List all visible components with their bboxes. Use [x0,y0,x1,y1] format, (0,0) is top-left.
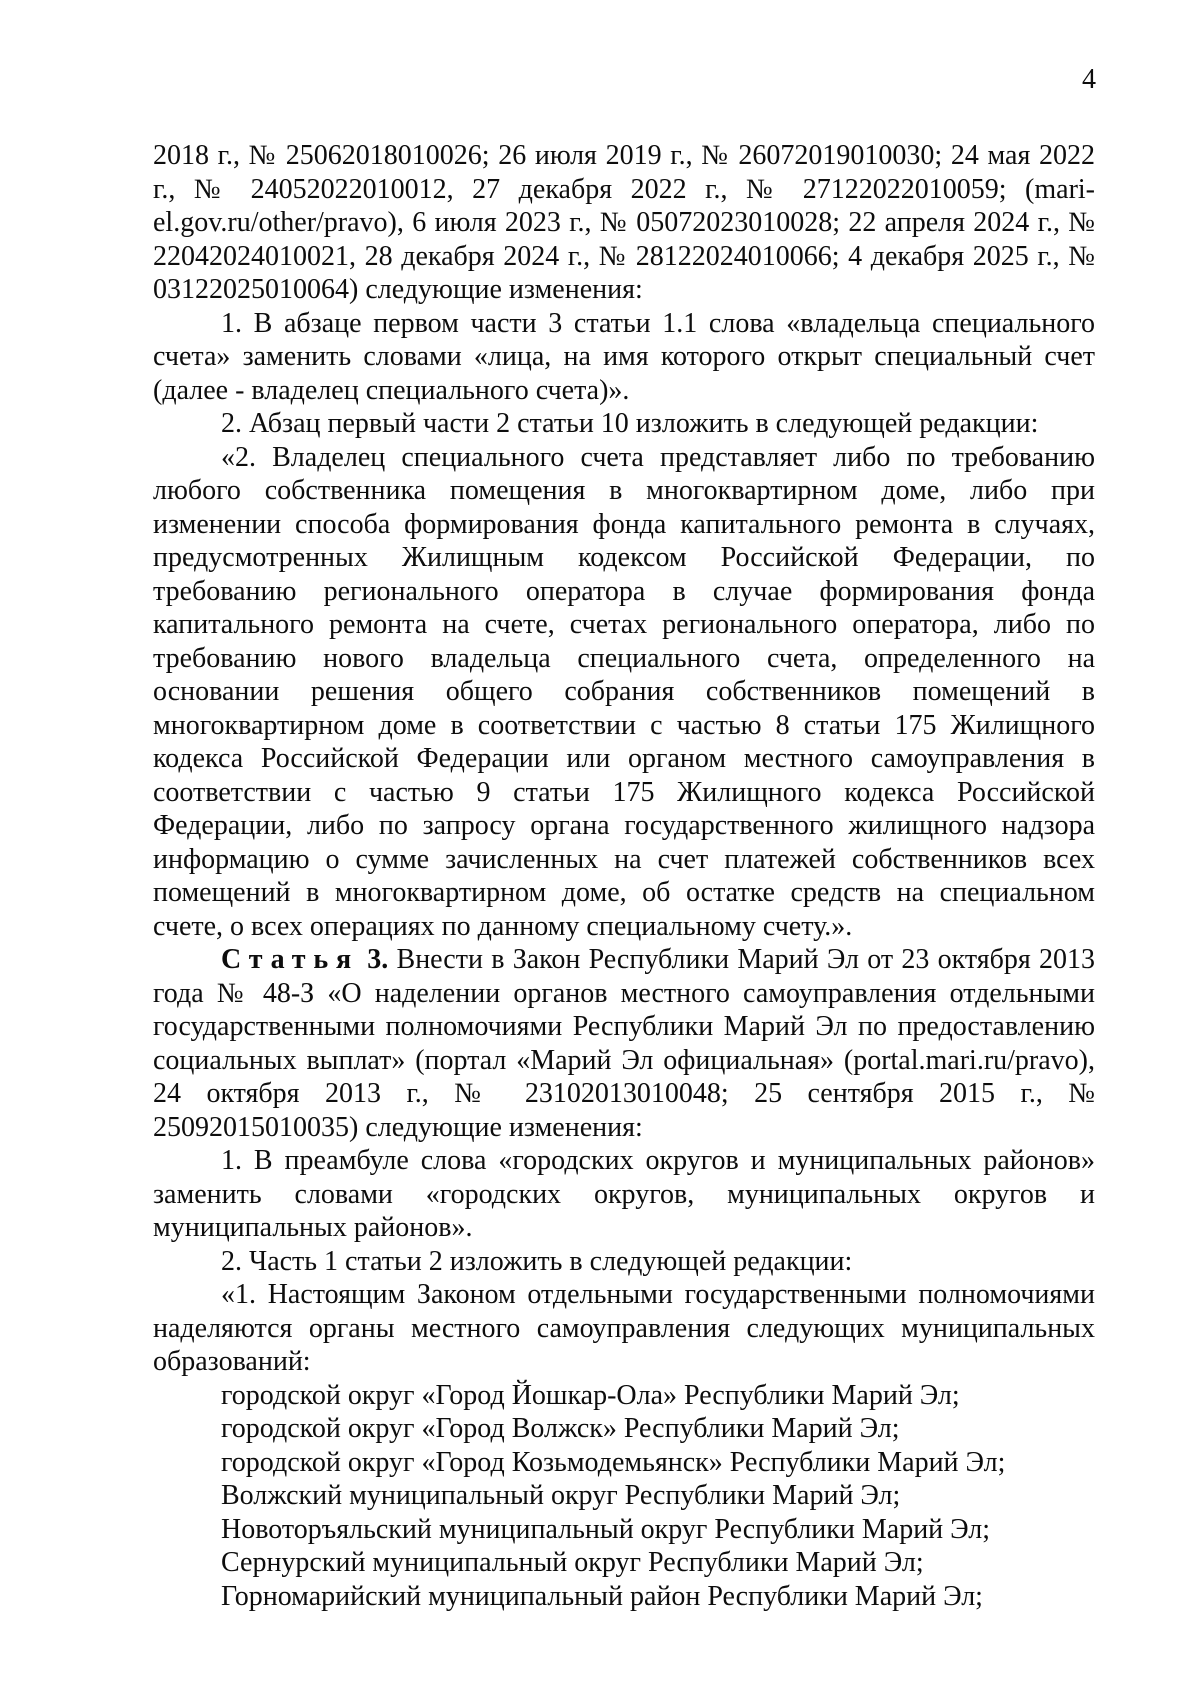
article3-paragraph [153,943,1095,1144]
document-body [153,139,1095,1613]
article3-intro: Внести в Закон Республики Марий Эл от 23 октября 2013 года № 48-З «О наделении органов местного самоуправления отдельными государственными полномочиями Республики Марий Эл по предоставлению социальных выплат» (портал «Марий Эл официальная» (portal.mari.ru/pravo), 24 октября 2013 г., № 23102013010048; 25 сентября 2015 г., № 25092015010035) следующие изменения: [153,944,1095,1143]
article3-heading-word: Статья [221,944,359,975]
municipality-item: городской округ «Город Волжск» Республики Марий Эл; [221,1413,900,1444]
article3-heading-number: 3. [367,944,389,975]
article2-item-2: 2. Абзац первый части 2 статьи 10 изложить в следующей редакции: [221,408,1039,439]
article3-item-2-text: «1. Настоящим Законом отдельными государственными полномочиями наделяются органы местного самоуправления следующих муниципальных образований: [153,1279,1095,1377]
municipality-item: городской округ «Город Йошкар-Ола» Республики Марий Эл; [221,1379,960,1411]
article2-item-1: 1. В абзаце первом части 3 статьи 1.1 слова «владельца специального счета» заменить словами «лица, на имя которого открыт специальный счет (далее - владелец специального счета)». [153,307,1095,406]
municipality-item: Новоторъяльский муниципальный округ Республики Марий Эл; [221,1513,991,1545]
municipality-item: городской округ «Город Козьмодемьянск» Республики Марий Эл; [221,1446,1006,1478]
municipality-item: Горномарийский муниципальный район Республики Марий Эл; [221,1580,983,1612]
article3-item-2: 2. Часть 1 статьи 2 изложить в следующей редакции: [221,1245,853,1277]
article2-intro-continued: 2018 г., № 25062018010026; 26 июля 2019 г., № 26072019010030; 24 мая 2022 г., № 24052022010012, 27 декабря 2022 г., № 27122022010059; (mari-el.gov.ru/other/pravo), 6 июля 2023 г., № 05072023010028; 22 апреля 2024 г., № 22042024010021, 28 декабря 2024 г., № 28122024010066; 4 декабря 2025 г., № 03122025010064) следующие изменения: [153,140,1095,305]
page-number: 4 [1082,64,1096,95]
article2-item-2-text: «2. Владелец специального счета представляет либо по требованию любого собственника помещения в многоквартирном доме, либо при изменении способа формирования фонда капитального ремонта в случаях, предусмотренных Жилищным кодексом Российской Федерации, по требованию регионального оператора в случае формирования фонда капитального ремонта на счете, счетах регионального оператора, либо по требованию нового владельца специального счета, определенного на основании решения общего собрания собственников помещений в многоквартирном доме в соответствии с частью 8 статьи 175 Жилищного кодекса Российской Федерации или органом местного самоуправления в соответствии с частью 9 статьи 175 Жилищного кодекса Российской Федерации, либо по запросу органа государственного жилищного надзора информацию о сумме зачисленных на счет платежей собственников всех помещений в многоквартирном доме, об остатке средств на специальном счете, о всех операциях по данному специальному счету.». [153,441,1095,942]
article3-item-1: 1. В преамбуле слова «городских округов и муниципальных районов» заменить словами «городских округов, муниципальных округов и муниципальных районов». [153,1145,1095,1243]
municipality-item: Волжский муниципальный округ Республики Марий Эл; [221,1480,901,1511]
municipality-item: Сернурский муниципальный округ Республики Марий Эл; [221,1547,924,1578]
